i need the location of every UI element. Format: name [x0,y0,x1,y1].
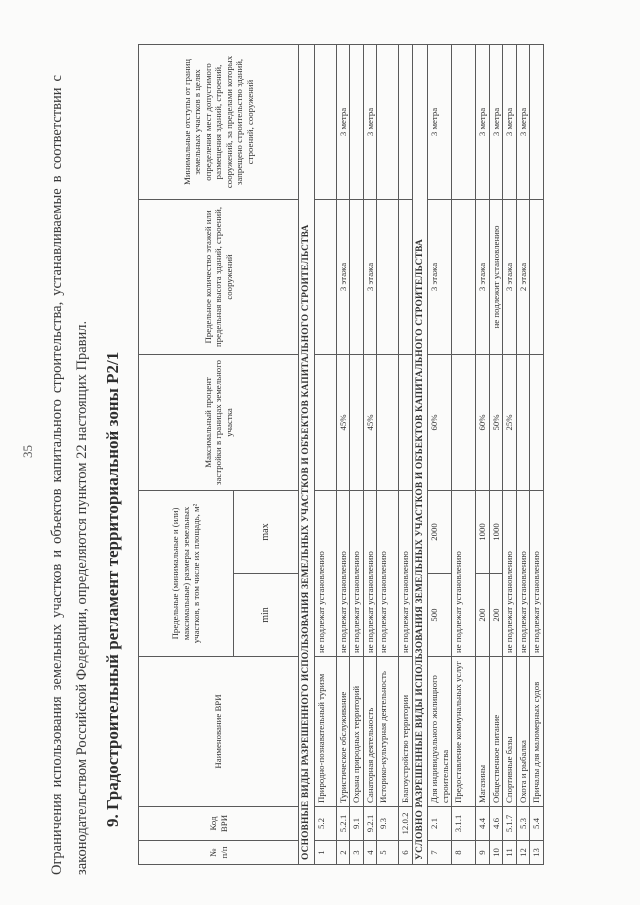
section-title: 9. Градостроительный регламент территориальной зоны Р2/1 [103,351,122,827]
header-name: Наименование ВРИ [139,657,299,807]
table-row: 12 5.3 Охота и рыбалка не подлежат установлению 2 этажа 3 метра [516,44,530,864]
section-conditional-heading: УСЛОВНО РАЗРЕШЕННЫЕ ВИДЫ ИСПОЛЬЗОВАНИЯ ЗЕМЕЛЬНЫХ УЧАСТКОВ И ОБЪЕКТОВ КАПИТАЛЬНОГО СТРОИТЕЛЬСТВА [412,44,428,864]
table-row: 8 3.1.1 Предоставление коммунальных услуг не подлежат установлению [452,44,476,864]
table-row: 3 9.1 Охрана природных территорий не подлежат установлению [350,44,364,864]
table-row: 6 12.0.2 Благоустройство территории не подлежат установлению [399,44,413,864]
table-row: 5 9.3 Историко-культурная деятельность не подлежат установлению [377,44,399,864]
header-floors: Предельное количество этажей или предельная высота зданий, строений, сооружений [139,199,299,354]
header-coverage: Максимальный процент застройки в границах земельного участка [139,354,299,490]
header-num: № п/п [139,841,299,865]
intro-paragraph: Ограничения использования земельных участков и объектов капитального строительства, устанавливаемые в соответствии с законодательством Российской Федерации, определяются пунктом 22 настоящих Правил. [49,75,90,875]
header-code: Код ВРИ [139,807,299,841]
header-max: max [234,490,299,573]
table-row: 11 5.1.7 Спортивные базы не подлежат установлению 25% 3 этажа 3 метра [503,44,517,864]
header-setback: Минимальные отступы от границ земельных участков в целях определения мест допустимого размещения зданий, строений, сооружений, за пределами которых запрещено строительство зданий, строений, сооружений [139,44,299,199]
table-row: 9 4.4 Магазины 200 1000 60% 3 этажа 3 метра [476,44,490,864]
zoning-regulation-table [138,44,544,865]
page-number: 35 [20,445,35,458]
table-row: 4 9.2.1 Санаторная деятельность не подлежат установлению 45% 3 этажа 3 метра [363,44,377,864]
table-row: 1 5.2 Природно-познавательный туризм не подлежат установлению [314,44,336,864]
rotated-content [0,15,640,895]
section-main-heading: ОСНОВНЫЕ ВИДЫ РАЗРЕШЕННОГО ИСПОЛЬЗОВАНИЯ ЗЕМЕЛЬНЫХ УЧАСТКОВ И ОБЪЕКТОВ КАПИТАЛЬНОГО СТРОИТЕЛЬСТВА [299,44,315,864]
table-row: 2 5.2.1 Туристическое обслуживание не подлежат установлению 45% 3 этажа 3 метра [336,44,350,864]
header-min: min [234,574,299,657]
table-row: 13 5.4 Причалы для маломерных судов не подлежат установлению [530,44,544,864]
table-row: 10 4.6 Общественное питание 200 1000 50% не подлежит установлению 3 метра [489,44,503,864]
table-row: 7 2.1 Для индивидуального жилищного строительства 500 2000 60% 3 этажа 3 метра [428,44,452,864]
header-size: Предельные (минимальные и (или) максимальные) размеры земельных участков, в том числе их площадь, м² [139,490,234,656]
